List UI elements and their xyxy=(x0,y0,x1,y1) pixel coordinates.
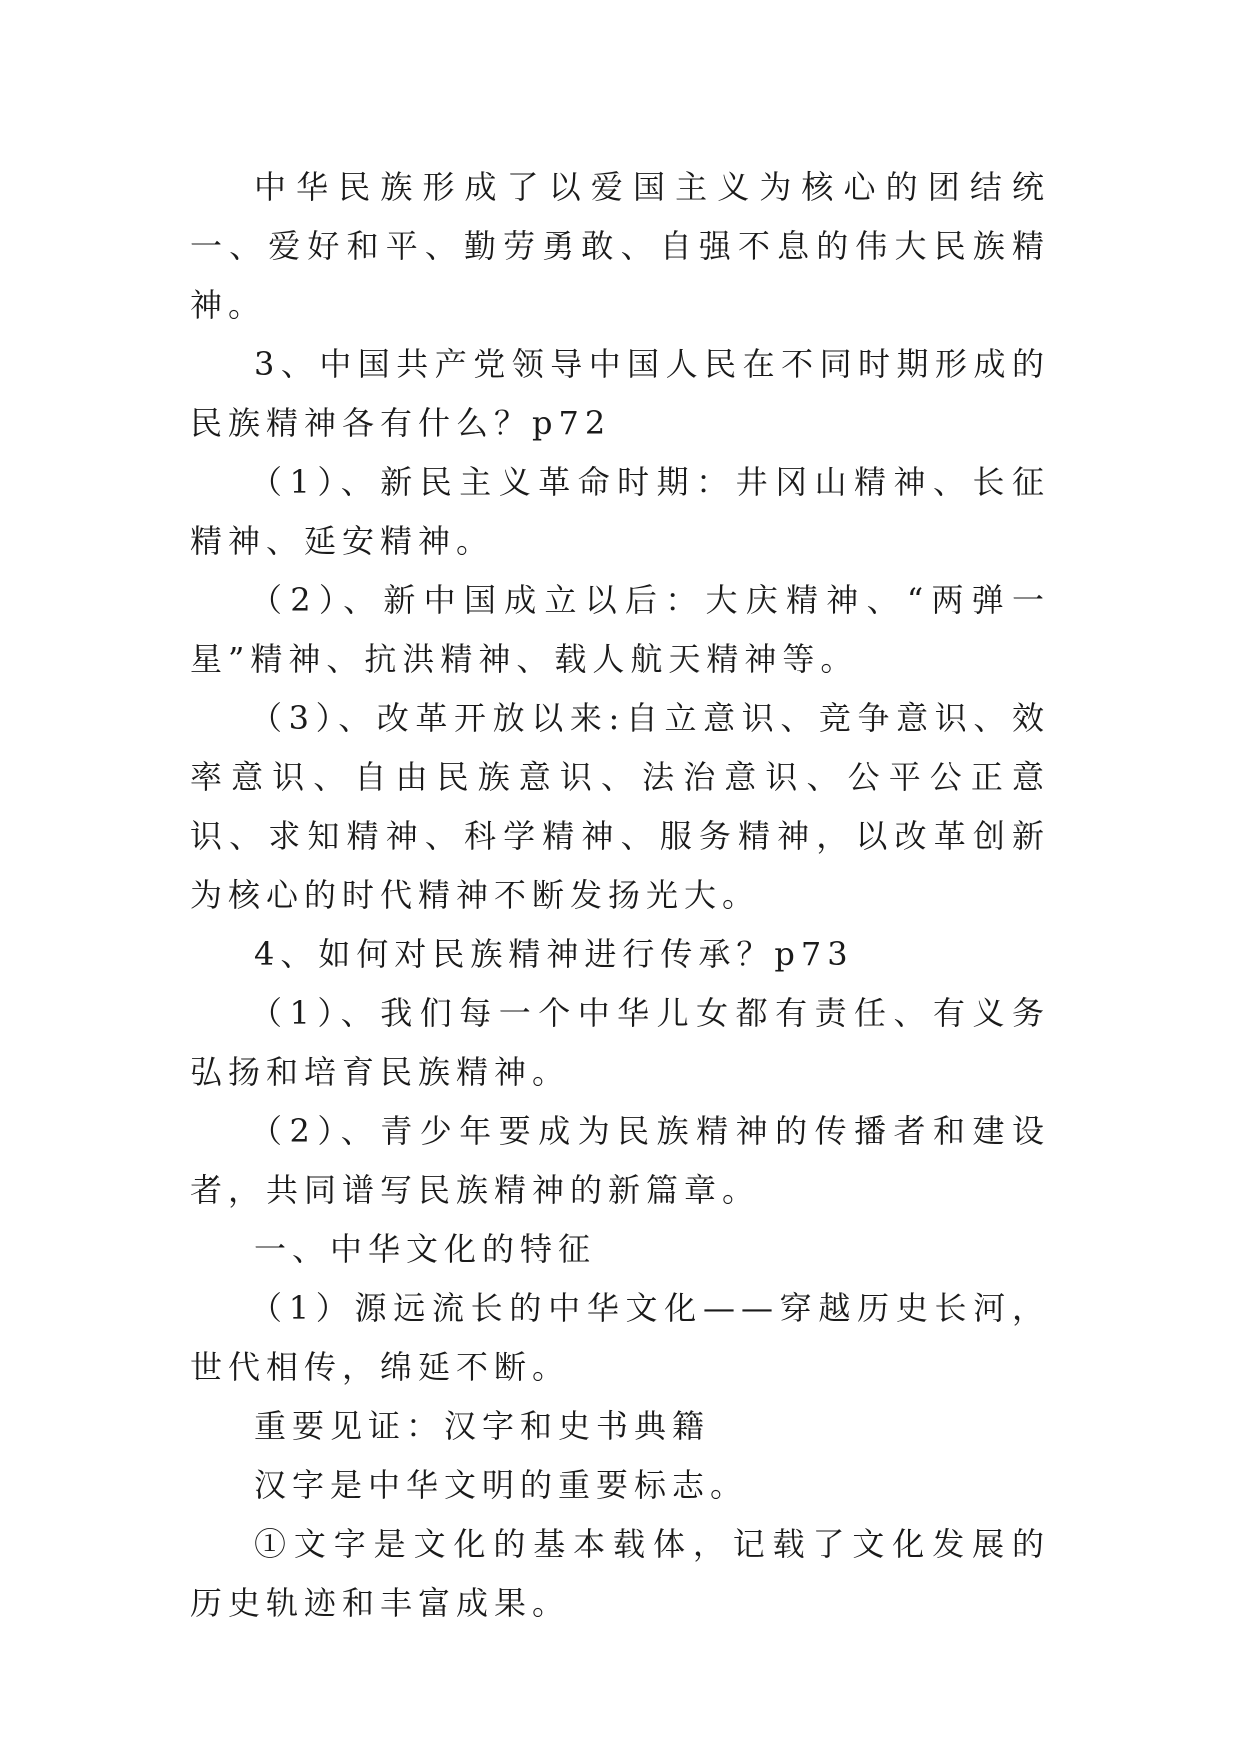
paragraph-evidence: 重要见证：汉字和史书典籍 xyxy=(254,1407,711,1445)
document-body xyxy=(190,158,1050,1633)
paragraph-question-4: 4、如何对民族精神进行传承？p73 xyxy=(254,935,854,973)
paragraph-national-spirit: 中华民族形成了以爱国主义为核心的团结统一、爱好和平、勤劳勇敢、自强不息的伟大民族精神。 xyxy=(190,168,1050,324)
paragraph-chinese-characters: 汉字是中华文明的重要标志。 xyxy=(254,1466,749,1504)
paragraph-question-3: 3、中国共产党领导中国人民在不同时期形成的民族精神各有什么？p72 xyxy=(190,345,1050,442)
paragraph-item-youth: （2）、青少年要成为民族精神的传播者和建设者，共同谱写民族精神的新篇章。 xyxy=(190,1112,1050,1209)
paragraph-item-reform: （3）、改革开放以来:自立意识、竞争意识、效率意识、自由民族意识、法治意识、公平公正意识、求知精神、科学精神、服务精神，以改革创新为核心的时代精神不断发扬光大。 xyxy=(190,699,1050,914)
paragraph-item-responsibility: （1）、我们每一个中华儿女都有责任、有义务弘扬和培育民族精神。 xyxy=(190,994,1050,1091)
paragraph-writing-carrier: ①文字是文化的基本载体，记载了文化发展的历史轨迹和丰富成果。 xyxy=(190,1525,1050,1622)
paragraph-item-new-democratic: （1）、新民主义革命时期：井冈山精神、长征精神、延安精神。 xyxy=(190,463,1050,560)
section-heading-culture: 一、中华文化的特征 xyxy=(254,1230,597,1268)
paragraph-item-long-history: （1）源远流长的中华文化——穿越历史长河，世代相传，绵延不断。 xyxy=(190,1289,1050,1386)
paragraph-item-new-china: （2）、新中国成立以后：大庆精神、“两弹一星”精神、抗洪精神、载人航天精神等。 xyxy=(190,581,1050,678)
